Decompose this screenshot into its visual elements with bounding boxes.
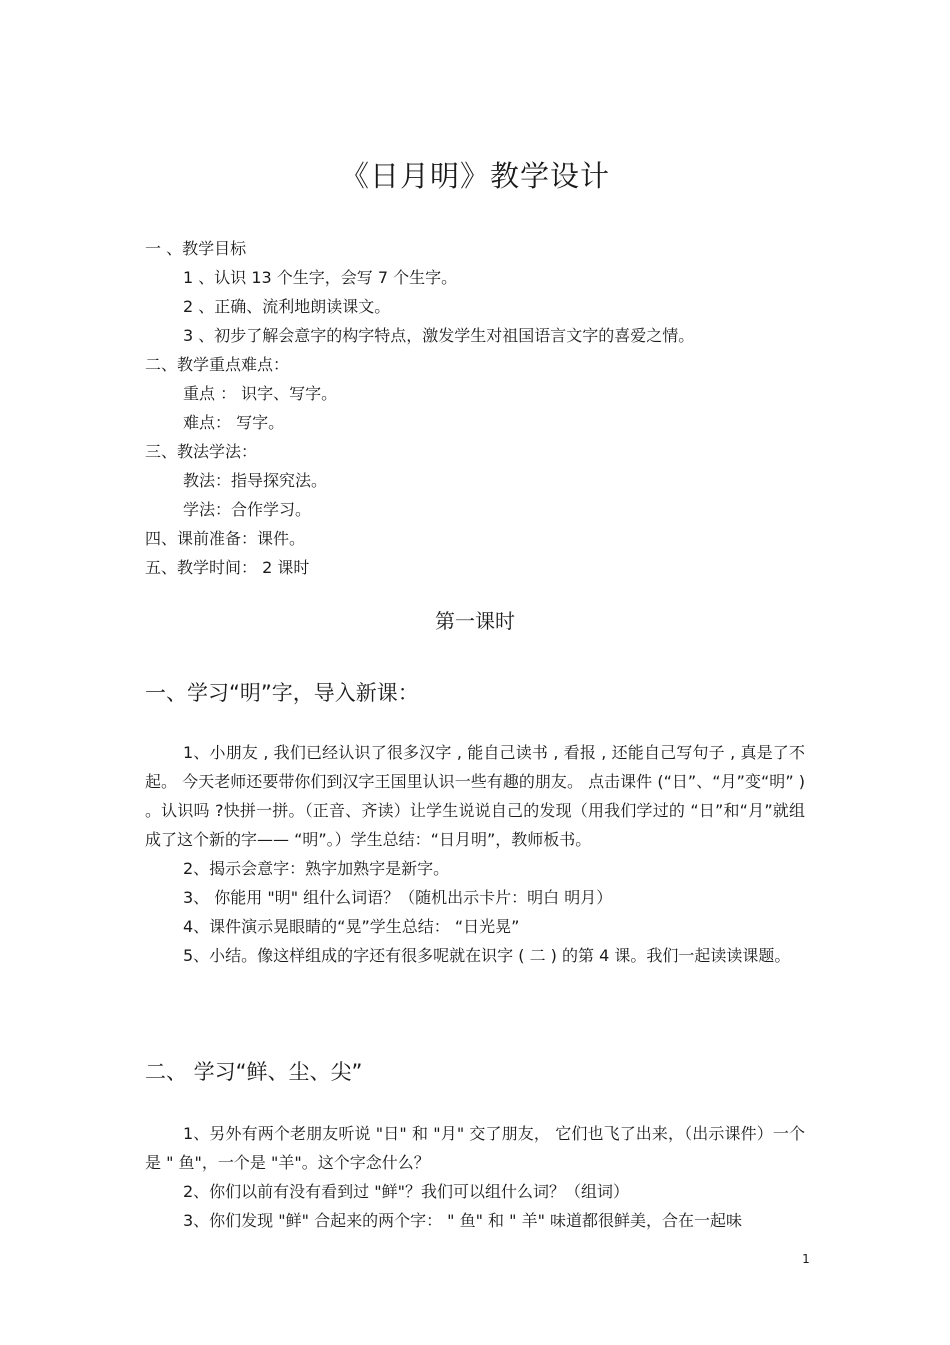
paragraph: 5、小结。像这样组成的字还有很多呢就在识字 ( 二 ) 的第 4 课。我们一起读读课题。 bbox=[183, 946, 791, 965]
section-heading: 一、学习“明”字，导入新课： bbox=[145, 681, 419, 705]
outline-line: 重点 ： 识字、写字。 bbox=[183, 384, 338, 403]
outline-line: 教法：指导探究法。 bbox=[183, 471, 328, 490]
outline-line: 3 、初步了解会意字的构字特点，激发学生对祖国语言文字的喜爱之情。 bbox=[183, 326, 695, 345]
outline-line: 三、教法学法： bbox=[145, 442, 258, 461]
page-number: 1 bbox=[802, 1252, 810, 1266]
outline-line: 一 、教学目标 bbox=[145, 239, 247, 258]
outline-line: 五、教学时间： 2 课时 bbox=[145, 558, 310, 577]
list-item: 3、你们发现 "鲜" 合起来的两个字： " 鱼" 和 " 羊" 味道都很鲜美，合在一起味 bbox=[183, 1211, 743, 1230]
outline-line: 学法：合作学习。 bbox=[183, 500, 312, 519]
teaching-outline bbox=[145, 234, 805, 582]
outline-line: 四、课前准备：课件。 bbox=[145, 529, 306, 548]
paragraph: 1、小朋友 , 我们已经认识了很多汉字 , 能自己读书 , 看报 , 还能自己写句子 , 真是了不起。 今天老师还要带你们到汉字王国里认识一些有趣的朋友。 点击课件 (“日”、“月”变“明” ) 。认识吗 ?快拼一拼。（正音、齐读）让学生说说自己的发现（用我们学过的 “日”和“月”就组成了这个新的字—— “明”。）学生总结：“日月明”，教师板书。 bbox=[145, 743, 805, 849]
outline-line: 难点： 写字。 bbox=[183, 413, 285, 432]
section-heading: 二、 学习“鲜、尘、尖” bbox=[145, 1060, 363, 1084]
outline-line: 2 、正确、流利地朗读课文。 bbox=[183, 297, 391, 316]
list-item: 2、你们以前有没有看到过 "鲜"？我们可以组什么词？（组词） bbox=[183, 1182, 629, 1201]
document-title: 《日月明》教学设计 bbox=[339, 159, 610, 193]
paragraph: 1、另外有两个老朋友听说 "日" 和 "月" 交了朋友， 它们也飞了出来，（出示课件）一个是 " 鱼"，一个是 "羊"。这个字念什么？ bbox=[145, 1124, 805, 1172]
section-body bbox=[145, 738, 805, 970]
list-item: 2、揭示会意字：熟字加熟字是新字。 bbox=[183, 859, 450, 878]
list-item: 3、 你能用 "明" 组什么词语？（随机出示卡片：明白 明月） bbox=[183, 888, 613, 907]
lesson-title: 第一课时 bbox=[435, 609, 515, 633]
outline-line: 1 、认识 13 个生字，会写 7 个生字。 bbox=[183, 268, 458, 287]
list-item: 4、课件演示晃眼睛的“晃”学生总结： “日光晃” bbox=[183, 917, 520, 936]
outline-line: 二、教学重点难点： bbox=[145, 355, 290, 374]
section-body bbox=[145, 1119, 805, 1235]
